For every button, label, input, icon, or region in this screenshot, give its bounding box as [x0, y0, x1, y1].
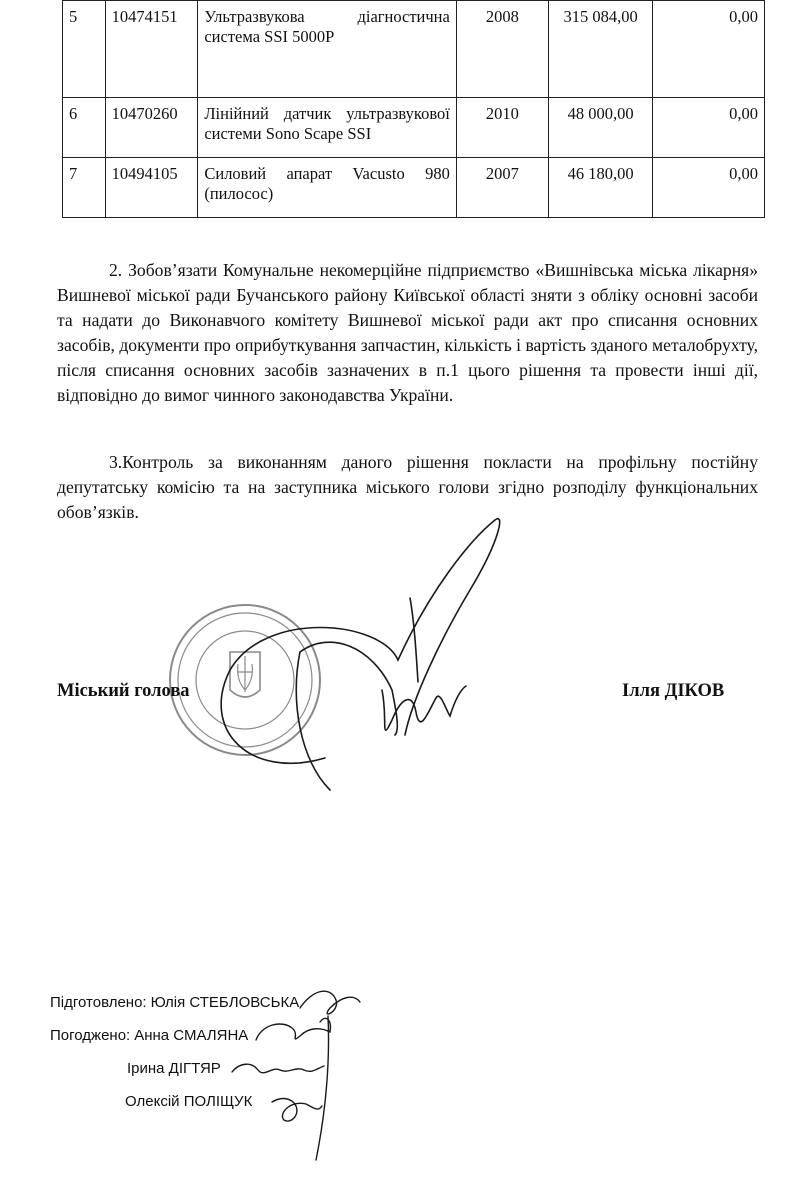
row-number: 6 — [63, 98, 106, 158]
agreed-line — [50, 1027, 248, 1044]
asset-name: Ультразвукова діагностична система SSI 5000P — [198, 1, 456, 98]
inventory-number: 10470260 — [105, 98, 198, 158]
row-number: 7 — [63, 158, 106, 218]
commission-year: 2007 — [456, 158, 548, 218]
paragraph-3: 3.Контроль за виконанням даного рішення покласти на профільну постійну депутатську комісію та на заступника міського голови згідно розподілу функціональних обов’язків. — [57, 452, 758, 522]
initial-cost: 48 000,00 — [549, 98, 653, 158]
agreed-name-3: Олексій ПОЛІЩУК — [125, 1093, 253, 1110]
commission-year: 2008 — [456, 1, 548, 98]
head-signature — [221, 519, 500, 790]
agreed-name: Анна СМАЛЯНА — [134, 1027, 249, 1044]
approval-signatures — [232, 991, 360, 1160]
residual-value: 0,00 — [653, 98, 765, 158]
prepared-line — [50, 994, 299, 1011]
asset-name: Лінійний датчик ультразвукової системи Sono Scape SSI — [198, 98, 456, 158]
inventory-number: 10494105 — [105, 158, 198, 218]
asset-name: Силовий апарат Vacusto 980 (пилосос) — [198, 158, 456, 218]
agreed-label: Погоджено: — [50, 1027, 131, 1044]
official-stamp — [170, 605, 320, 755]
residual-value: 0,00 — [653, 158, 765, 218]
head-title: Міський голова — [57, 681, 190, 701]
head-name: Ілля ДІКОВ — [622, 681, 725, 701]
initial-cost: 315 084,00 — [549, 1, 653, 98]
agreed-name-2: Ірина ДІГТЯР — [127, 1060, 221, 1077]
initial-cost: 46 180,00 — [549, 158, 653, 218]
prepared-label: Підготовлено: — [50, 994, 147, 1011]
paragraph-2: 2. Зобов’язати Комунальне некомерційне підприємство «Вишнівська міська лікарня» Вишневої міської ради Бучанського району Київської області зняти з обліку основні засоби та надати до Виконавчого комітету Вишневої міської ради акт про списання основних засобів, документи про оприбуткування запчастин, кількість і вартість зданого металобрухту, після списання основних засобів зазначених в п.1 цього рішення та провести інші дії, відповідно до вимог чинного законодавства України. — [57, 260, 758, 405]
commission-year: 2010 — [456, 98, 548, 158]
row-number: 5 — [63, 1, 106, 98]
prepared-name: Юлія СТЕБЛОВСЬКА — [150, 994, 300, 1011]
residual-value: 0,00 — [653, 1, 765, 98]
inventory-number: 10474151 — [105, 1, 198, 98]
